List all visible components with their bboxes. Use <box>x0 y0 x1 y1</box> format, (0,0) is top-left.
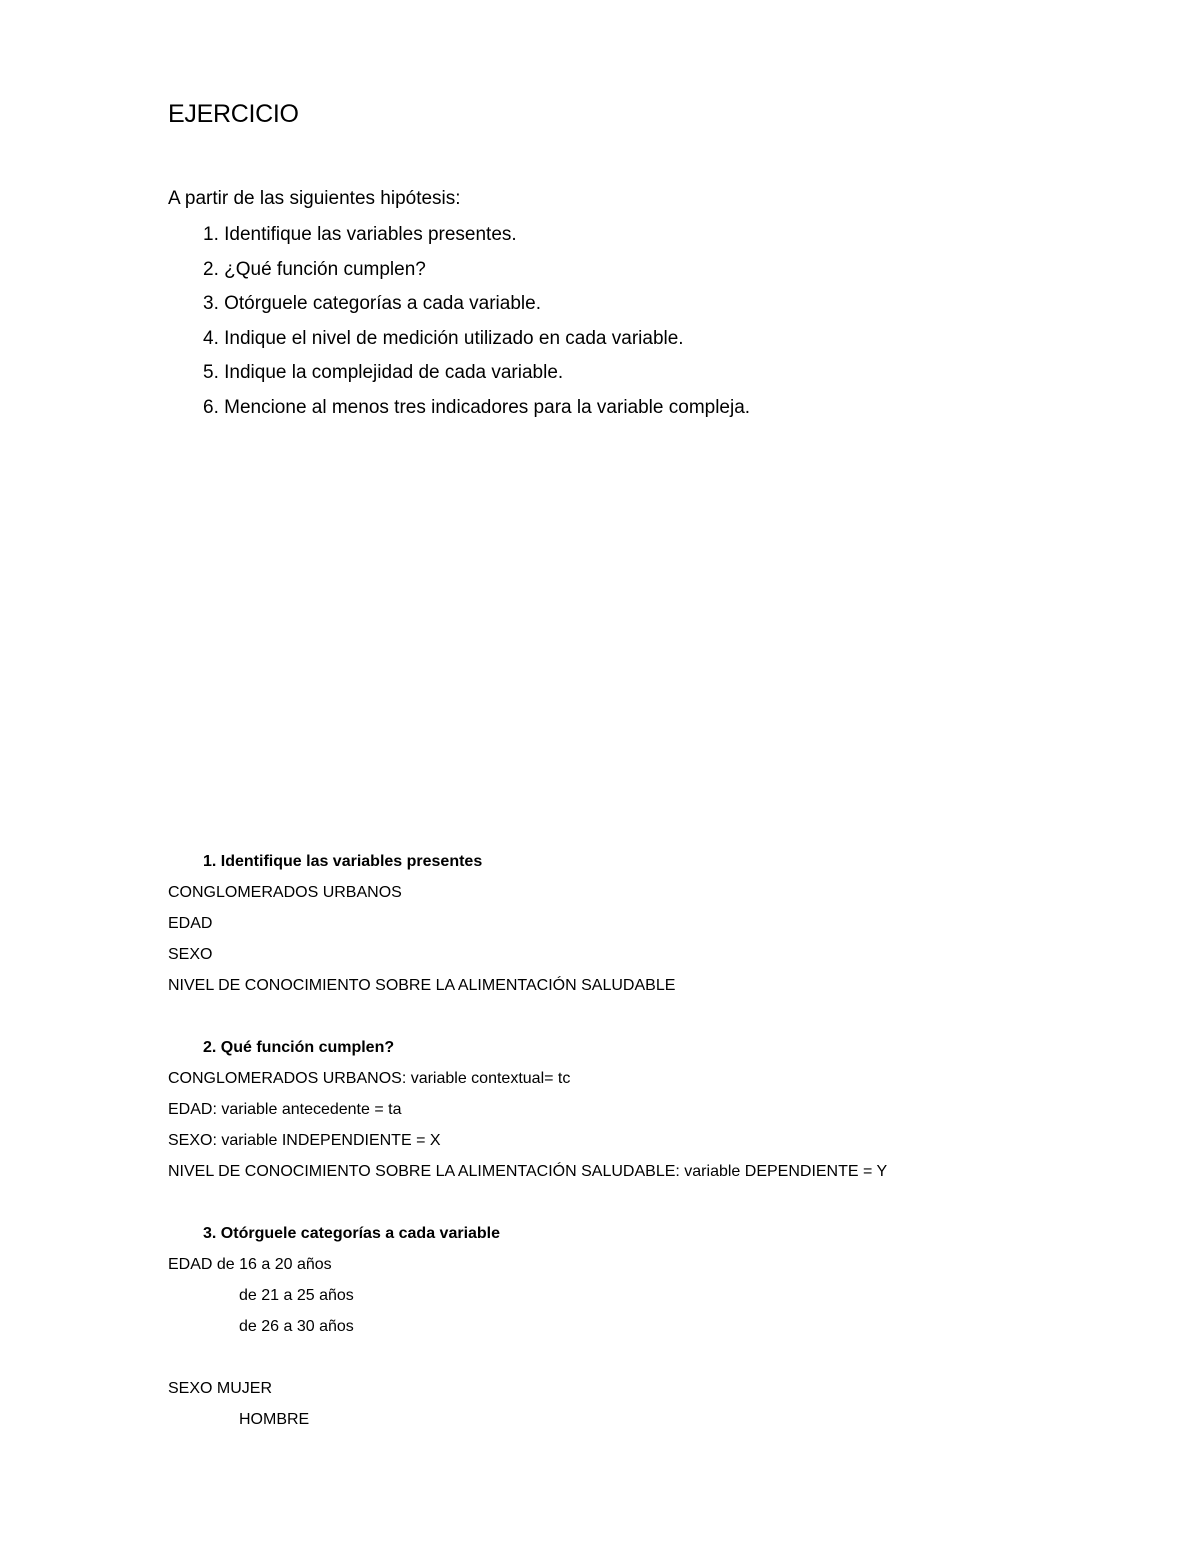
variable-item: SEXO <box>168 946 213 963</box>
function-item: EDAD: variable antecedente = ta <box>168 1101 402 1118</box>
category-item: MUJER <box>216 1380 273 1397</box>
spacer <box>168 1005 1148 1036</box>
instruction-item: 6. Mencione al menos tres indicadores para la variable compleja. <box>203 396 751 418</box>
sexo-label: SEXO <box>168 1380 213 1397</box>
variable-item: NIVEL DE CONOCIMIENTO SOBRE LA ALIMENTACIÓN SALUDABLE <box>168 977 676 994</box>
edad-label: EDAD <box>168 1256 213 1273</box>
instruction-item: 1. Identifique las variables presentes. <box>203 224 517 245</box>
instruction-item: 4. Indique el nivel de medición utilizado en cada variable. <box>203 327 684 349</box>
instruction-item: 3. Otórguele categorías a cada variable. <box>203 293 541 314</box>
category-item: de 26 a 30 años <box>239 1318 354 1335</box>
function-item: SEXO: variable INDEPENDIENTE = X <box>168 1132 441 1149</box>
category-item: de 16 a 20 años <box>216 1256 332 1273</box>
section2-heading: 2. Qué función cumplen? <box>203 1039 395 1056</box>
intro-text: A partir de las siguientes hipótesis: <box>168 188 461 209</box>
variable-item: CONGLOMERADOS URBANOS <box>168 884 402 901</box>
page-title: EJERCICIO <box>168 100 299 128</box>
spacer <box>168 1191 1148 1222</box>
function-item: CONGLOMERADOS URBANOS: variable contextual= tc <box>168 1070 571 1087</box>
category-item: de 21 a 25 años <box>239 1287 354 1304</box>
category-item: HOMBRE <box>239 1411 310 1428</box>
instruction-item: 2. ¿Qué función cumplen? <box>203 258 426 280</box>
instructions-list <box>203 222 750 429</box>
sexo-category-row <box>168 1377 1148 1408</box>
section3-heading: 3. Otórguele categorías a cada variable <box>203 1225 501 1242</box>
spacer <box>168 1346 1148 1377</box>
section1-heading: 1. Identifique las variables presentes <box>203 853 483 870</box>
edad-category-row <box>168 1253 1148 1284</box>
variable-item: EDAD <box>168 915 213 932</box>
instruction-item: 5. Indique la complejidad de cada variable. <box>203 362 564 383</box>
answers-section <box>168 850 1148 1439</box>
function-item: NIVEL DE CONOCIMIENTO SOBRE LA ALIMENTACIÓN SALUDABLE: variable DEPENDIENTE = Y <box>168 1163 888 1180</box>
